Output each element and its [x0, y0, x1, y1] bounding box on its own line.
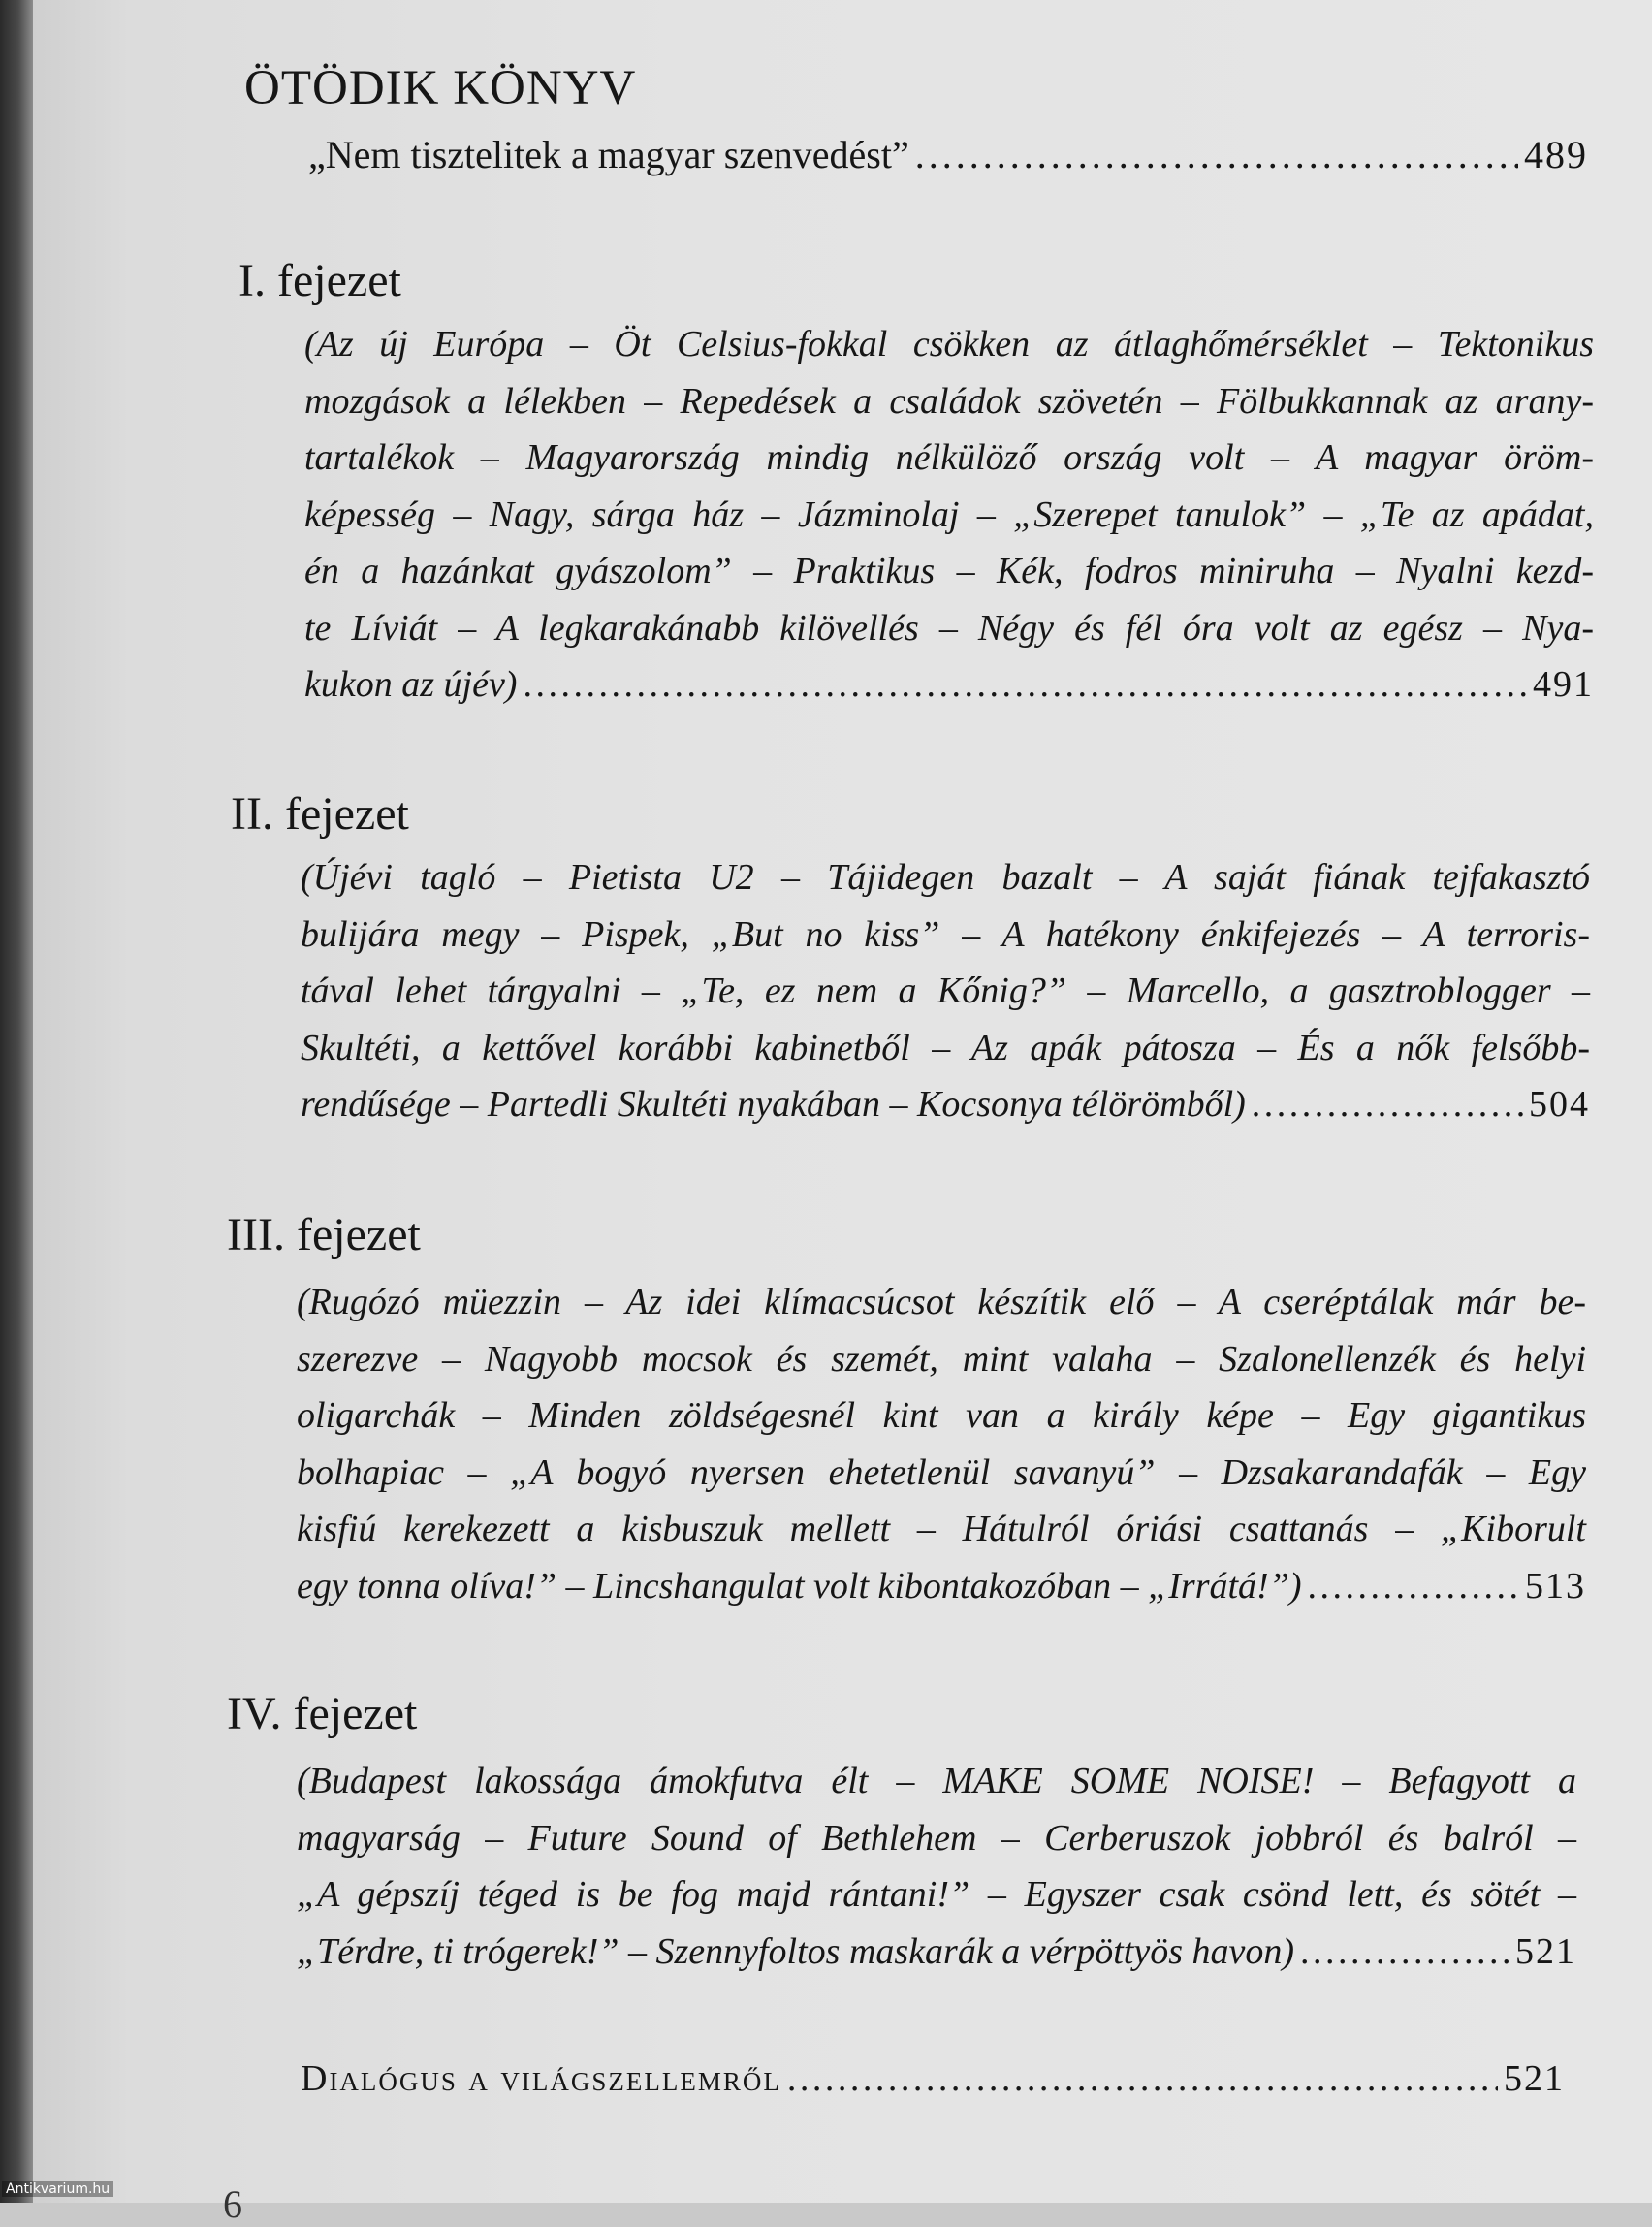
- leader-dots: [1308, 1558, 1519, 1615]
- summary-line: rendűsége – Partedli Skultéti nyakában – Kocsonya télörömből): [301, 1084, 1246, 1125]
- folio-number: 6: [223, 2182, 242, 2226]
- summary-line: „A gépszíj téged is be fog majd rántani!” – Egyszer csak csönd lett, és sötét –: [297, 1874, 1576, 1915]
- summary-line: kisfiú kerekezett a kisbuszuk mellett – Hátulról óriási csattanás – „Kiborult: [297, 1509, 1586, 1549]
- leader-dots: [1252, 1076, 1523, 1133]
- summary-line: egy tonna olíva!” – Lincshangulat volt kibontakozóban – „Irrátá!”): [297, 1565, 1302, 1607]
- chapter-heading: IV. fejezet: [227, 1688, 418, 1739]
- summary-line: (Az új Európa – Öt Celsius-fokkal csökken az átlaghőmérséklet – Tektonikus: [304, 324, 1594, 365]
- page-number: 491: [1533, 664, 1594, 705]
- page-number: 489: [1524, 133, 1588, 176]
- summary-line: mozgások a lélekben – Repedések a családok szövetén – Fölbukkannak az arany-: [304, 380, 1594, 422]
- dialog-entry: [301, 2057, 1565, 2100]
- leader-dots: [1300, 1924, 1509, 1981]
- chapter-heading: I. fejezet: [238, 255, 401, 306]
- leader-dots: [787, 2057, 1498, 2100]
- chapter-summary: [297, 1274, 1586, 1614]
- summary-line: képesség – Nagy, sárga ház – Jázminolaj – „Szerepet tanulok” – „Te az apádat,: [304, 493, 1594, 535]
- summary-line: magyarság – Future Sound of Bethlehem – Cerberuszok jobbról és balról –: [297, 1817, 1576, 1859]
- watermark: Antikvarium.hu: [2, 2181, 113, 2197]
- book-title: ÖTÖDIK KÖNYV: [244, 61, 637, 115]
- chapter-heading: II. fejezet: [231, 788, 409, 840]
- leader-dots: [915, 132, 1518, 177]
- summary-line: tartalékok – Magyarország mindig nélkülöző ország volt – A magyar öröm-: [304, 437, 1594, 478]
- page-number: 504: [1529, 1084, 1590, 1125]
- book-spine-shadow: [0, 0, 33, 2203]
- leader-dots: [523, 656, 1527, 714]
- chapter-summary: [304, 316, 1594, 714]
- summary-line: bolhapiac – „A bogyó nyersen ehetetlenül savanyú” – Dzsakarandafák – Egy: [297, 1451, 1586, 1493]
- page-number: 521: [1504, 2058, 1565, 2099]
- chapter-summary: [297, 1753, 1576, 1980]
- summary-line: tával lehet tárgyalni – „Te, ez nem a Kőnig?” – Marcello, a gasztroblogger –: [301, 970, 1590, 1011]
- summary-line: (Rugózó müezzin – Az idei klímacsúcsot készítik elő – A cseréptálak már be-: [297, 1282, 1586, 1322]
- chapter-summary: [301, 849, 1590, 1133]
- page-number: 521: [1515, 1930, 1576, 1972]
- summary-line: szerezve – Nagyobb mocsok és szemét, mint valaha – Szalonellenzék és helyi: [297, 1338, 1586, 1380]
- book-subtitle: „Nem tisztelitek a magyar szenvedést”: [308, 133, 909, 176]
- summary-line: (Budapest lakossága ámokfutva élt – MAKE SOME NOISE! – Befagyott a: [297, 1761, 1576, 1801]
- page-number: 513: [1525, 1565, 1586, 1607]
- summary-line: bulijára megy – Pispek, „But no kiss” – A hatékony énkifejezés – A terroris-: [301, 913, 1590, 955]
- summary-line: te Líviát – A legkarakánabb kilövellés – Négy és fél óra volt az egész – Nya-: [304, 607, 1594, 649]
- summary-line: oligarchák – Minden zöldségesnél kint van a király képe – Egy gigantikus: [297, 1395, 1586, 1436]
- summary-line: „Térdre, ti trógerek!” – Szennyfoltos maskarák a vérpöttyös havon): [297, 1930, 1295, 1972]
- summary-line: (Újévi tagló – Pietista U2 – Tájidegen bazalt – A saját fiának tejfakasztó: [301, 857, 1590, 898]
- chapter-heading: III. fejezet: [227, 1209, 421, 1260]
- summary-line: Skultéti, a kettővel korábbi kabinetből – Az apák pátosza – És a nők felsőbb-: [301, 1027, 1590, 1068]
- book-subtitle-entry: [308, 132, 1588, 177]
- dialog-title: Dialógus a világszellemről: [301, 2058, 781, 2099]
- summary-line: kukon az újév): [304, 664, 518, 705]
- summary-line: én a hazánkat gyászolom” – Praktikus – Kék, fodros miniruha – Nyalni kezd-: [304, 551, 1594, 591]
